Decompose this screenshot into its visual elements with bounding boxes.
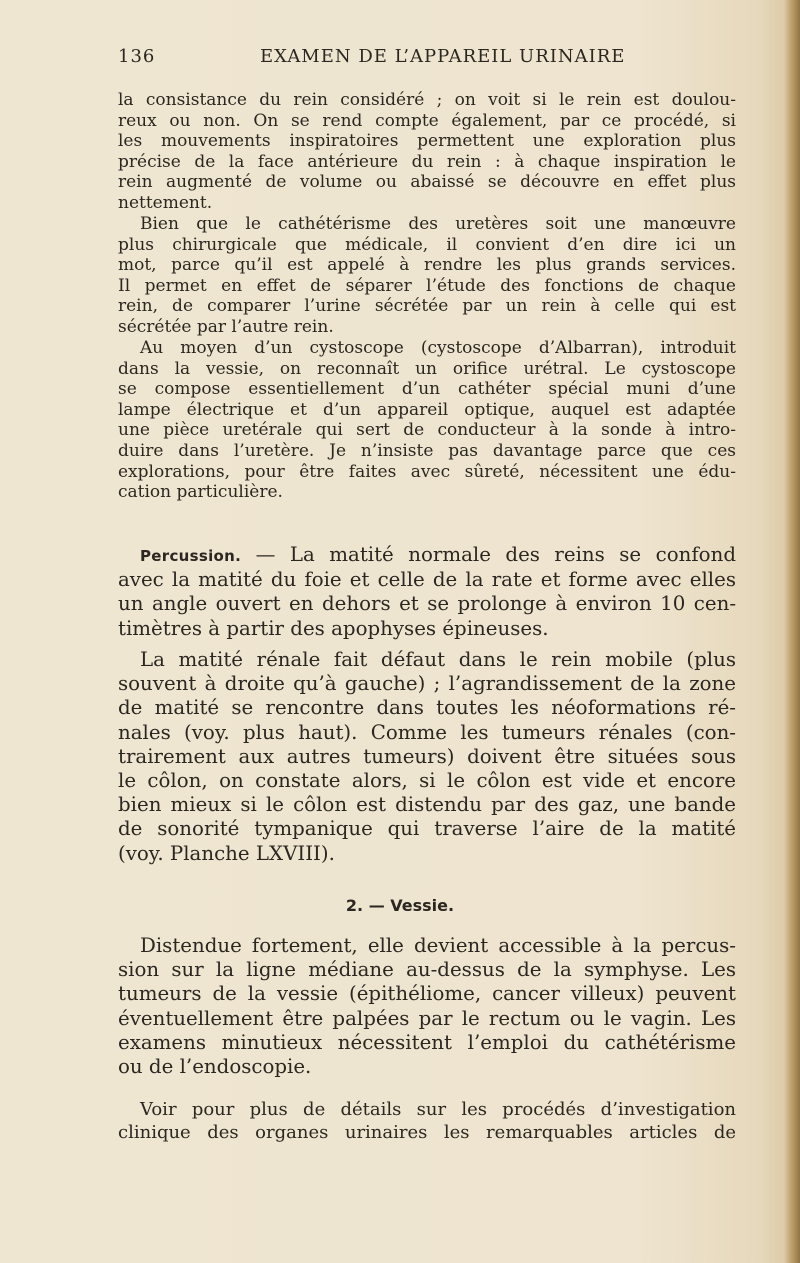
text-line: se compose essentiellement d’un cathéter spécial muni d’une	[118, 379, 736, 400]
text-line: avec la matité du foie et celle de la rate et forme avec elles	[118, 568, 736, 592]
text-line: Distendue fortement, elle devient accessible à la percus-	[140, 934, 736, 957]
text-line: La matité rénale fait défaut dans le rein mobile (plus	[140, 648, 736, 671]
paragraph-6	[118, 934, 736, 1079]
text-line: nettement.	[118, 192, 213, 213]
text-line: sécrétée par l’autre rein.	[118, 316, 334, 337]
text-line: bien mieux si le côlon est distendu par des gaz, une bande	[118, 793, 736, 817]
text-line: explorations, pour être faites avec sûreté, nécessitent une édu-	[118, 461, 736, 482]
text-line: la consistance du rein considéré ; on voit si le rein est doulou-	[118, 90, 736, 110]
text-line: un angle ouvert en dehors et se prolonge à environ 10 cen-	[118, 592, 736, 616]
paragraph-3	[118, 338, 736, 503]
percussion-first-line: — La matité normale des reins se confond	[255, 543, 736, 566]
text-line: cation particulière.	[118, 482, 283, 503]
text-line: nales (voy. plus haut). Comme les tumeurs rénales (con-	[118, 720, 736, 744]
text-line: (voy. Planche LXVIII).	[118, 841, 335, 865]
text-line: plus chirurgicale que médicale, il convient d’en dire ici un	[118, 234, 736, 255]
text-line: Au moyen d’un cystoscope (cystoscope d’Albarran), introduit	[140, 338, 736, 358]
text-line: rein, de comparer l’urine sécrétée par un rein à celle qui est	[118, 296, 736, 317]
text-line: mot, parce qu’il est appelé à rendre les plus grands services.	[118, 255, 736, 276]
text-line: le côlon, on constate alors, si le côlon est vide et encore	[118, 769, 736, 793]
text-line: Il permet en effet de séparer l’étude des fonctions de chaque	[118, 275, 736, 296]
text-line	[118, 543, 736, 568]
page-edge-shadow	[784, 0, 800, 1263]
percussion-heading: Percussion.	[140, 547, 242, 565]
text-line: Bien que le cathétérisme des uretères soit une manœuvre	[140, 214, 736, 234]
paragraph-5	[118, 648, 736, 866]
text-line: les mouvements inspiratoires permettent une exploration plus	[118, 131, 736, 152]
paragraph-7	[118, 1098, 736, 1144]
text-line: Voir pour plus de détails sur les procédés d’investigation	[140, 1099, 736, 1120]
paragraph-1	[118, 90, 736, 214]
text-line: clinique des organes urinaires les remarquables articles de	[118, 1122, 736, 1143]
paragraph-2	[118, 214, 736, 338]
text-line: une pièce uretérale qui sert de conducteur à la sonde à intro-	[118, 420, 736, 441]
running-title: EXAMEN DE L’APPAREIL URINAIRE	[260, 46, 626, 67]
text-line: lampe électrique et d’un appareil optique, auquel est adaptée	[118, 399, 736, 420]
running-header	[118, 46, 738, 72]
text-line: reux ou non. On se rend compte également, par ce procédé, si	[118, 110, 736, 131]
text-line: timètres à partir des apophyses épineuses.	[118, 616, 549, 640]
text-line: rein augmenté de volume ou abaissé se découvre en effet plus	[118, 172, 736, 193]
percussion-paragraph	[118, 543, 736, 641]
text-line: ou de l’endoscopie.	[118, 1055, 312, 1079]
text-line: sion sur la ligne médiane au-dessus de la symphyse. Les	[118, 958, 736, 982]
section-heading: 2. — Vessie.	[345, 896, 455, 915]
text-line: examens minutieux nécessitent l’emploi du cathétérisme	[118, 1030, 736, 1054]
text-line: éventuellement être palpées par le rectum ou le vagin. Les	[118, 1006, 736, 1030]
text-line: duire dans l’uretère. Je n’insiste pas davantage parce que ces	[118, 440, 736, 461]
text-line: dans la vessie, on reconnaît un orifice urétral. Le cystoscope	[118, 358, 736, 379]
text-line: tumeurs de la vessie (épithéliome, cancer villeux) peuvent	[118, 982, 736, 1006]
text-line: de sonorité tympanique qui traverse l’aire de la matité	[118, 817, 736, 841]
text-line: trairement aux autres tumeurs) doivent être situées sous	[118, 744, 736, 768]
text-line: souvent à droite qu’à gauche) ; l’agrandissement de la zone	[118, 672, 736, 696]
text-line: précise de la face antérieure du rein : à chaque inspiration le	[118, 151, 736, 172]
text-line: de matité se rencontre dans toutes les néoformations ré-	[118, 696, 736, 720]
page-number: 136	[118, 46, 156, 67]
